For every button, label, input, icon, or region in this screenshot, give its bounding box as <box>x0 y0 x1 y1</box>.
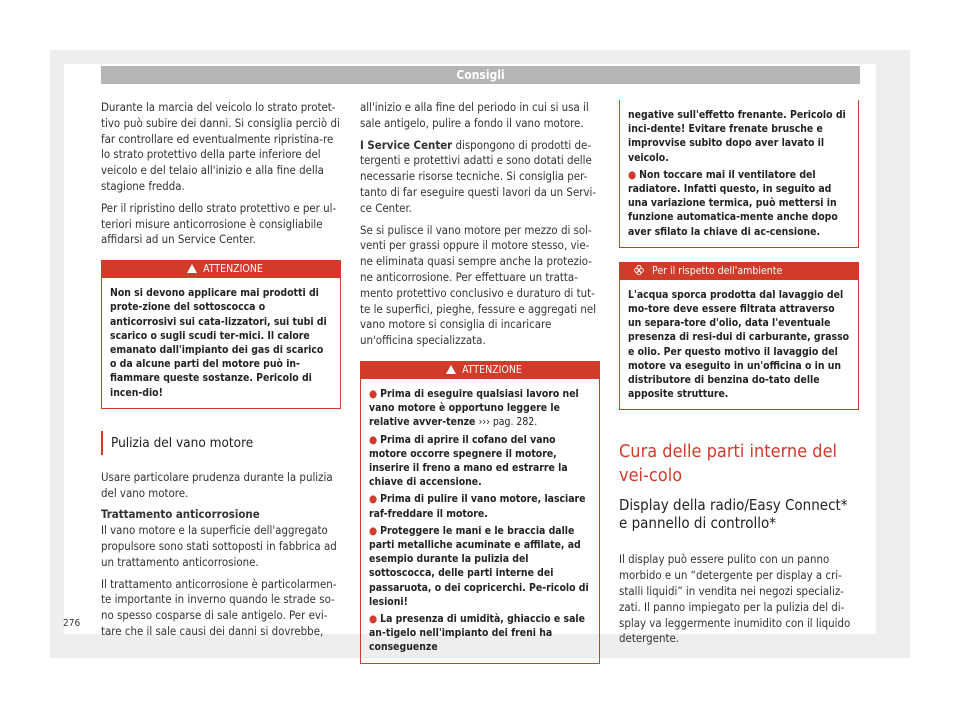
bullet-icon: ● <box>369 524 378 537</box>
subheading: Trattamento anticorrosione <box>101 507 260 522</box>
bullet-icon: ● <box>369 433 378 446</box>
warning-header <box>361 362 599 379</box>
warning-body <box>620 100 858 247</box>
warning-item: ● Proteggere le mani e le braccia dalle parti metalliche acuminate e affilate, ad esempio durante la pulizia del sottoscocca, delle parti interne dei passaruota, o dei copricerchi. Pe-ricolo di lesioni! <box>369 524 589 608</box>
warning-body <box>361 379 599 663</box>
environment-header <box>620 263 858 280</box>
paragraph-rest: dispongono di prodotti de-tergenti e protettivi adatti e sono dotati delle necessarie risorse tecniche. Si consiglia per-tanto di far eseguire questi lavori da un Servi-ce Center. <box>360 137 597 215</box>
paragraph: Il vano motore e la superficie dell'aggregato propulsore sono stati sottoposti in fabbrica ad un trattamento anticorrosione. <box>101 523 337 569</box>
bold-lead: I Service Center <box>360 137 453 152</box>
warning-item: ● Non toccare mai il ventilatore del radiatore. Infatti questo, in seguito ad una variazione termica, può mettersi in funzione automatica-mente anche dopo aver sfilato la chiave di ac-censione. <box>628 168 838 238</box>
environment-text: L'acqua sporca prodotta dal lavaggio del mo-tore deve essere filtrata attraverso un separa-tore d'olio, data l'eventuale presenza di resi-dui di carburante, grasso e olio. Per questo motivo il lavaggio del motore va eseguito in un'officina o in un distributore di benzina do-tato delle apposite strutture. <box>628 288 850 401</box>
warning-icon <box>446 365 456 374</box>
flower-icon <box>634 265 644 275</box>
paragraph: Per il ripristino dello strato protettivo e per ul-teriori misure anticorrosione è consigliabile affidarsi ad un Service Center. <box>101 200 337 247</box>
column-1 <box>101 100 341 646</box>
paragraph: Il display può essere pulito con un panno morbido e un “detergente per display a cri-stalli liquidi” in vendita nei negozi specializ-zati. Il panno impiegato per la pulizia del di-splay va leggermente inumidito con il liquido detergente. <box>619 552 851 646</box>
warning-text: Non si devono applicare mai prodotti di prote-zione del sottoscocca o anticorrosivi sui cata-lizzatori, sui tubi di scarico o sugli scudi ter-mici. Il calore emanato dall'impianto dei gas di scarico o da alcune parti del motore può in-fiammare queste sostanze. Pericolo di incen-dio! <box>110 287 327 399</box>
warning-item: ● Prima di eseguire qualsiasi lavoro nel vano motore è opportuno leggere le relative avver-tenze ››› pag. 282. <box>369 387 579 429</box>
warning-item: ● Prima di aprire il cofano del vano motore occorre spegnere il motore, inserire il freno a mano ed estrarre la chiave di accensione. <box>369 433 568 489</box>
warning-item: ● La presenza di umidità, ghiaccio e sale an-tigelo nell'impianto dei freni ha conseguenze <box>369 613 585 654</box>
page-header: Consigli <box>101 66 860 84</box>
warning-box <box>360 361 600 664</box>
paragraph: Durante la marcia del veicolo lo strato protet-tivo può subire dei danni. Si consiglia perciò di far controllare ed eventualmente ripristina-re lo strato protettivo della parte inferiore del veicolo e del telaio all'inizio e alla fine della stagione fredda. <box>101 100 340 193</box>
bullet-icon: ● <box>369 613 378 625</box>
warning-box-continued <box>619 100 859 248</box>
chapter-title: Cura delle parti interne del vei-colo <box>619 441 838 487</box>
warning-header <box>102 261 340 278</box>
environment-box <box>619 262 859 411</box>
paragraph <box>360 138 600 217</box>
environment-title: Per il rispetto dell'ambiente <box>652 264 783 277</box>
page-reference-link[interactable]: ››› pag. 282. <box>478 416 538 429</box>
warning-text: negative sull'effetto frenante. Pericolo di inci-dente! Evitare frenate brusche e improvvise subito dopo aver lavato il veicolo. <box>628 109 846 164</box>
bullet-icon: ● <box>369 387 378 400</box>
column-2 <box>360 100 600 670</box>
paragraph: all'inizio e alla fine del periodo in cui si usa il sale antigelo, pulire a fondo il vano motore. <box>360 100 589 130</box>
section-heading: Pulizia del vano motore <box>101 435 341 452</box>
bullet-icon: ● <box>628 168 637 181</box>
warning-item: ● Prima di pulire il vano motore, lasciare raf-freddare il motore. <box>369 493 586 520</box>
column-3 <box>619 100 859 653</box>
bullet-icon: ● <box>369 493 378 506</box>
warning-title: ATTENZIONE <box>462 363 522 376</box>
paragraph: Usare particolare prudenza durante la pulizia del vano motore. <box>101 469 333 500</box>
warning-icon <box>187 264 197 273</box>
section-subtitle: Display della radio/Easy Connect* e pannello di controllo* <box>619 496 848 533</box>
paragraph: Il trattamento anticorrosione è particolarmen-te importante in inverno quando le strade so-no spesso cosparse di sale antigelo. Per evi-tare che il sale causi dei danni si dovrebbe, <box>101 576 337 638</box>
warning-box <box>101 260 341 409</box>
page-number: 276 <box>63 618 81 629</box>
warning-title: ATTENZIONE <box>203 263 263 276</box>
paragraph: Se si pulisce il vano motore per mezzo di sol-venti per grassi oppure il motore stesso, vie-ne eliminata quasi sempre anche la protezio-ne anticorrosione. Per effettuare un tratta-mento protettivo conclusivo e duraturo di tut-te le superfici, pieghe, fessure e aggregati nel vano motore si consiglia di incaricare un'officina specializzata. <box>360 222 597 348</box>
